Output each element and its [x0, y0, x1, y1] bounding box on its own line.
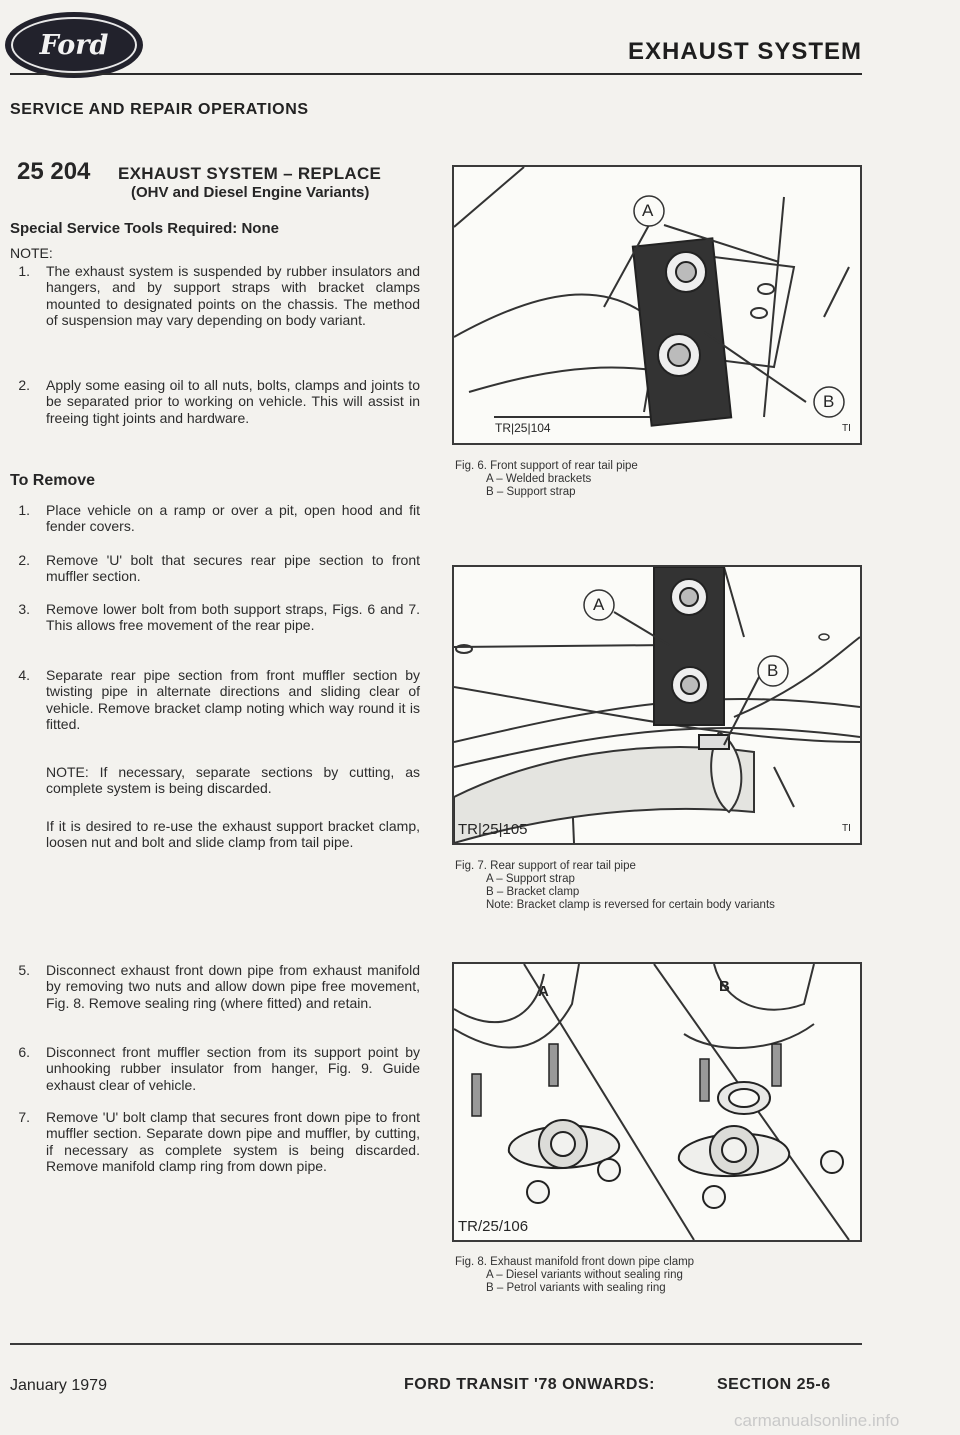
- ford-logo: [5, 12, 143, 78]
- figure-8-label-a: A: [538, 983, 549, 1000]
- step-number: 1.: [18, 502, 30, 518]
- operation-title: EXHAUST SYSTEM – REPLACE: [118, 164, 382, 183]
- step-note-text: If it is desired to re-use the exhaust support bracket clamp, loosen nut and bolt and slide clamp from tail pipe.: [46, 818, 420, 851]
- section-title: SERVICE AND REPAIR OPERATIONS: [10, 101, 309, 118]
- operation-subtitle: (OHV and Diesel Engine Variants): [131, 184, 370, 201]
- note-text: Apply some easing oil to all nuts, bolts, clamps and joints to be separated prior to working on vehicle. This will assist in freeing tight joints and hardware.: [46, 377, 420, 426]
- figure-7-ref: TR|25|105: [458, 821, 528, 838]
- ford-logo-text: Ford: [11, 17, 137, 73]
- note-number: 1.: [18, 263, 30, 279]
- note-number: 2.: [18, 377, 30, 393]
- figure-6-front-support: [452, 165, 862, 445]
- figure-6-caption-title: Fig. 6. Front support of rear tail pipe: [455, 460, 638, 472]
- figure-6-caption: [455, 460, 638, 499]
- step-number: 7.: [18, 1109, 30, 1125]
- figure-8-label-b: B: [719, 978, 730, 995]
- figure-7-rear-support: [452, 565, 862, 845]
- figure-7-drawing: [454, 567, 860, 843]
- header-rule: [10, 73, 862, 75]
- figure-8-manifold-clamp: [452, 962, 862, 1242]
- figure-6-key-a: A – Welded brackets: [486, 473, 592, 485]
- step-note-text: NOTE: If necessary, separate sections by cutting, as complete system is being discarded.: [46, 764, 420, 797]
- figure-8-caption: [455, 1256, 694, 1295]
- footer-section: SECTION 25-6: [717, 1376, 831, 1393]
- step-text: Separate rear pipe section from front muffler section by twisting pipe in alternate directions and sliding clear of vehicle. Remove bracket clamp noting which way round it is fitted.: [46, 667, 420, 733]
- figure-7-caption-title: Fig. 7. Rear support of rear tail pipe: [455, 860, 636, 872]
- figure-6-drawing: [454, 167, 860, 443]
- step-number: 6.: [18, 1044, 30, 1060]
- step-text: Remove 'U' bolt that secures rear pipe section to front muffler section.: [46, 552, 420, 585]
- step-number: 4.: [18, 667, 30, 683]
- figure-7-key-a: A – Support strap: [486, 873, 575, 885]
- figure-7-corner: TI: [842, 823, 851, 834]
- step-text: Disconnect exhaust front down pipe from exhaust manifold by removing two nuts and allow down pipe free movement, Fig. 8. Remove sealing ring (where fitted) and retain.: [46, 962, 420, 1011]
- figure-8-caption-title: Fig. 8. Exhaust manifold front down pipe clamp: [455, 1256, 695, 1268]
- figure-7-label-b: B: [767, 661, 779, 680]
- figure-7-key-b: B – Bracket clamp: [486, 886, 580, 898]
- figure-7-note: Note: Bracket clamp is reversed for certain body variants: [486, 899, 775, 911]
- figure-6-ref: TR|25|104: [495, 421, 551, 435]
- figure-8-drawing: [454, 964, 860, 1240]
- step-text: Remove 'U' bolt clamp that secures front down pipe to front muffler section. Separate down pipe and muffler, by cutting, if necessary as complete system is being discarded. Remove manifold clamp ring from down pipe.: [46, 1109, 420, 1175]
- footer-rule: [10, 1343, 862, 1345]
- figure-6-corner: TI: [842, 423, 851, 434]
- watermark: carmanualsonline.info: [734, 1411, 900, 1430]
- step-number: 3.: [18, 601, 30, 617]
- figure-8-key-a: A – Diesel variants without sealing ring: [486, 1269, 683, 1281]
- step-text: Disconnect front muffler section from its support point by unhooking rubber insulator from hanger, Fig. 9. Guide exhaust clear of vehicle.: [46, 1044, 420, 1093]
- footer-date: January 1979: [10, 1377, 107, 1394]
- step-text: Remove lower bolt from both support straps, Figs. 6 and 7. This allows free movement of the rear pipe.: [46, 601, 420, 634]
- figure-6-label-a: A: [642, 201, 654, 220]
- step-number: 2.: [18, 552, 30, 568]
- tools-required: Special Service Tools Required: None: [10, 220, 279, 237]
- remove-heading: To Remove: [10, 472, 96, 489]
- figure-6-label-b: B: [823, 392, 835, 411]
- figure-6-key-b: B – Support strap: [486, 486, 576, 498]
- footer-publication: FORD TRANSIT '78 ONWARDS:: [404, 1376, 655, 1393]
- figure-8-key-b: B – Petrol variants with sealing ring: [486, 1282, 666, 1294]
- note-text: The exhaust system is suspended by rubber insulators and hangers, and by support straps with bracket clamps mounted to designated points on the chassis. The method of suspension may vary depending on body variant.: [46, 263, 420, 329]
- figure-7-label-a: A: [593, 595, 605, 614]
- step-text: Place vehicle on a ramp or over a pit, open hood and fit fender covers.: [46, 502, 420, 535]
- operation-number: 25 204: [17, 158, 91, 185]
- note-label: NOTE:: [10, 245, 53, 261]
- figure-8-ref: TR/25/106: [458, 1218, 529, 1235]
- page-header-title: EXHAUST SYSTEM: [627, 38, 862, 65]
- figure-7-caption: [455, 860, 775, 912]
- step-number: 5.: [18, 962, 30, 978]
